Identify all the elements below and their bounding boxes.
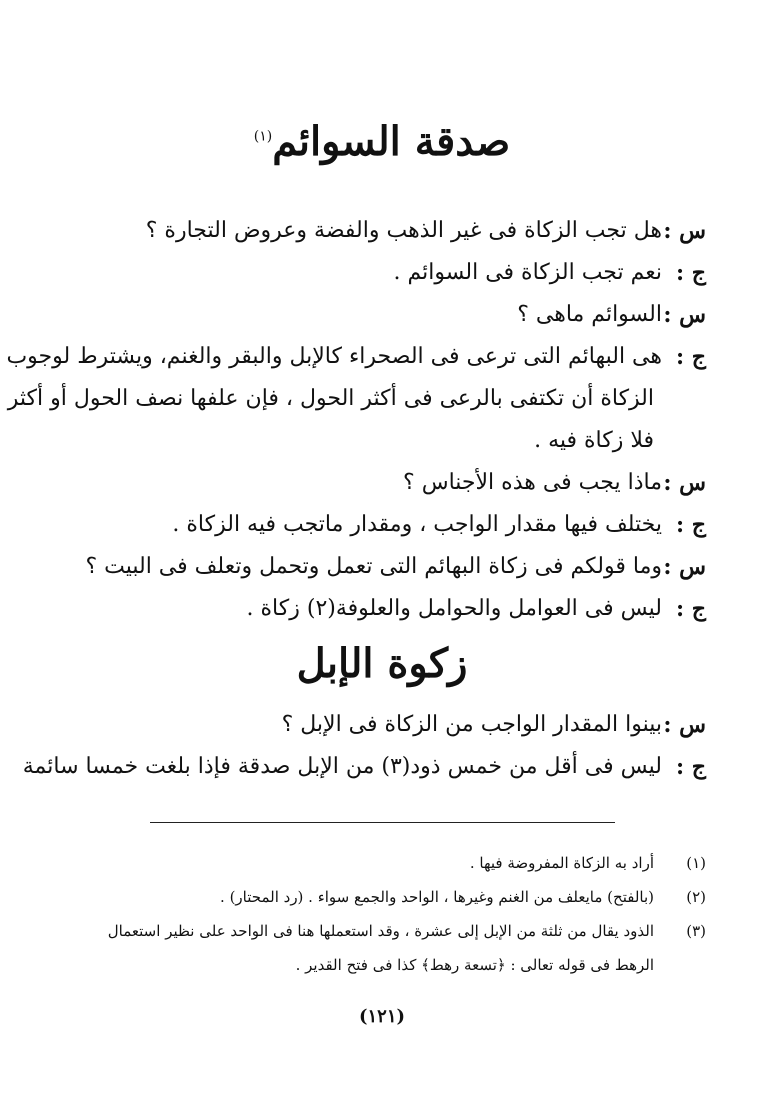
footnote	[46, 846, 706, 880]
qa-text: ليس فى أقل من خمس ذود(٣) من الإبل صدقة فإذا بلغت خمسا سائمة	[22, 754, 662, 779]
qa-continuation-line	[7, 378, 706, 420]
qa-line	[22, 746, 706, 788]
qa-block-ibil	[22, 704, 706, 788]
qa-text: هى البهائم التى ترعى فى الصحراء كالإبل والبقر والغنم، ويشترط لوجوب	[6, 344, 662, 369]
qa-text: هل تجب الزكاة فى غير الذهب والفضة وعروض التجارة ؟	[145, 218, 662, 243]
section-title-ibil	[0, 640, 764, 687]
qa-line	[6, 336, 706, 378]
qa-line	[46, 462, 706, 504]
qa-label: س :	[663, 302, 706, 328]
footnote-text: (بالفتح) مايعلف من الغنم وغيرها ، الواحد والجمع سواء . (رد المحتار) .	[220, 888, 654, 906]
footnotes	[46, 846, 706, 982]
page-number: (١٢١)	[358, 1006, 406, 1027]
section-title-sawaim	[0, 118, 764, 165]
qa-line	[46, 294, 706, 336]
qa-block-sawaim	[6, 210, 706, 630]
footnote-separator	[150, 822, 615, 823]
footnote-continuation	[46, 948, 706, 982]
section-title-text: زكوة الإبل	[296, 640, 468, 687]
title-footnote-ref: (١)	[253, 128, 273, 145]
qa-text: فلا زكاة فيه .	[534, 428, 654, 453]
footnote	[46, 880, 706, 914]
footnote-number: (٢)	[686, 888, 706, 906]
qa-line	[46, 210, 706, 252]
qa-label: ج :	[676, 596, 706, 622]
qa-line	[46, 588, 706, 630]
qa-line	[46, 252, 706, 294]
qa-label: ج :	[676, 260, 706, 286]
qa-text: ليس فى العوامل والحوامل والعلوفة(٢) زكاة .	[246, 596, 662, 621]
qa-label: س :	[663, 554, 706, 580]
qa-label: ج :	[676, 344, 706, 370]
section-title-text: صدقة السوائم	[272, 118, 511, 165]
qa-line	[46, 504, 706, 546]
qa-line	[46, 704, 706, 746]
footnote-text: الرهط فى قوله تعالى : ﴿تسعة رهط﴾ كذا فى فتح القدير .	[295, 956, 654, 974]
qa-continuation-line	[46, 420, 706, 462]
qa-text: يختلف فيها مقدار الواجب ، ومقدار ماتجب فيه الزكاة .	[172, 512, 662, 537]
qa-text: بينوا المقدار الواجب من الزكاة فى الإبل ؟	[281, 712, 662, 737]
footnote	[46, 914, 706, 948]
qa-label: ج :	[676, 512, 706, 538]
qa-line	[46, 546, 706, 588]
qa-label: س :	[663, 470, 706, 496]
qa-label: ج :	[676, 754, 706, 780]
footnote-text: أراد به الزكاة المفروضة فيها .	[469, 854, 654, 872]
footnote-number: (٣)	[686, 922, 706, 940]
qa-label: س :	[663, 218, 706, 244]
qa-text: السوائم ماهى ؟	[517, 302, 662, 327]
qa-text: ماذا يجب فى هذه الأجناس ؟	[403, 470, 662, 495]
qa-label: س :	[663, 712, 706, 738]
footnote-number: (١)	[686, 854, 706, 872]
footnote-text: الذود يقال من ثلثة من الإبل إلى عشرة ، وقد استعملها هنا فى الواحد على نظير استعمال	[107, 922, 654, 940]
qa-text: الزكاة أن تكتفى بالرعى فى أكثر الحول ، فإن علفها نصف الحول أو أكثر	[7, 386, 654, 411]
qa-text: وما قولكم فى زكاة البهائم التى تعمل وتحمل وتعلف فى البيت ؟	[85, 554, 662, 579]
qa-text: نعم تجب الزكاة فى السوائم .	[393, 260, 662, 285]
